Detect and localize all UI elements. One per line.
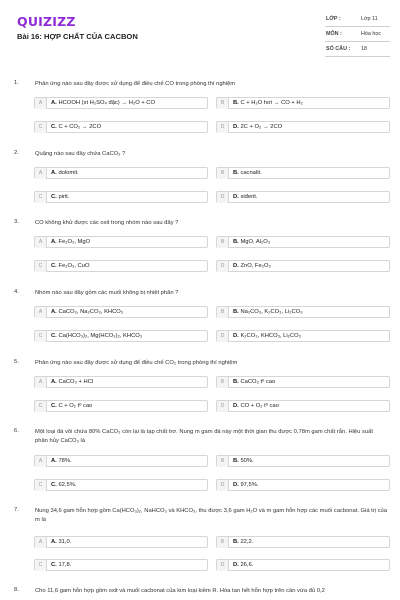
- option-b[interactable]: [216, 167, 390, 179]
- worksheet-title: Bài 16: HỢP CHẤT CỦA CACBON: [17, 32, 138, 41]
- option-letter: B: [217, 537, 229, 548]
- option-a[interactable]: [34, 376, 208, 388]
- option-letter: C: [35, 560, 47, 571]
- option-text: 26,6.: [240, 562, 254, 568]
- option-letter: D: [217, 560, 229, 571]
- option-text: cacnalit.: [240, 170, 262, 176]
- option-d[interactable]: [216, 121, 390, 133]
- option-letter: A: [35, 377, 47, 388]
- option-text: 50%.: [240, 458, 254, 464]
- option-a[interactable]: [34, 167, 208, 179]
- option-text: C + O₂ tº cao: [58, 403, 93, 409]
- option-c[interactable]: [34, 559, 208, 571]
- option-letter: B: [217, 307, 229, 318]
- option-label: D.: [233, 194, 239, 200]
- option-letter: A: [35, 98, 47, 109]
- quizizz-logo: QUIZIZZ: [17, 14, 76, 29]
- option-text: 17,8.: [58, 562, 72, 568]
- option-a[interactable]: [34, 306, 208, 318]
- question-number: 5.: [14, 359, 19, 365]
- meta-count-key: SỐ CÂU :: [326, 46, 351, 52]
- option-label: D.: [233, 333, 239, 339]
- option-c[interactable]: [34, 330, 208, 342]
- option-label: B.: [233, 309, 239, 315]
- option-text: pirit.: [58, 194, 70, 200]
- question-number: 4.: [14, 289, 19, 295]
- option-a[interactable]: [34, 97, 208, 109]
- option-label: A.: [51, 170, 57, 176]
- question-text: Nhóm nào sau đây gồm các muối không bị nhiệt phân ?: [35, 290, 179, 296]
- option-label: D.: [233, 482, 239, 488]
- question-text: Phản ứng nào sau đây được sử dụng để điều chế CO trong phòng thí nghiệm: [35, 81, 236, 87]
- option-label: D.: [233, 124, 239, 130]
- option-c[interactable]: [34, 400, 208, 412]
- option-letter: A: [35, 307, 47, 318]
- option-d[interactable]: [216, 400, 390, 412]
- worksheet-header: [0, 0, 400, 66]
- option-label: D.: [233, 403, 239, 409]
- option-b[interactable]: [216, 236, 390, 248]
- option-letter: C: [35, 331, 47, 342]
- option-text: 62,5%.: [58, 482, 77, 488]
- option-text: Na₂CO₃, K₂CO₃, Li₂CO₃: [240, 309, 303, 315]
- question-number: 7.: [14, 507, 19, 513]
- meta-divider: [325, 26, 390, 27]
- option-b[interactable]: [216, 306, 390, 318]
- option-text: K₂CO₃, KHCO₃, Li₂CO₃: [240, 333, 301, 339]
- option-text: dolomit.: [58, 170, 79, 176]
- option-text: 2C + O₂ → 2CO: [240, 124, 283, 130]
- option-letter: B: [217, 377, 229, 388]
- question-number: 1.: [14, 80, 19, 86]
- option-b[interactable]: [216, 455, 390, 467]
- option-letter: C: [35, 192, 47, 203]
- option-label: B.: [233, 539, 239, 545]
- option-letter: D: [217, 480, 229, 491]
- option-label: C.: [51, 124, 57, 130]
- option-b[interactable]: [216, 376, 390, 388]
- option-c[interactable]: [34, 479, 208, 491]
- option-label: B.: [233, 458, 239, 464]
- option-letter: A: [35, 456, 47, 467]
- option-letter: C: [35, 401, 47, 412]
- option-text: 22,2.: [240, 539, 254, 545]
- option-label: B.: [233, 170, 239, 176]
- option-b[interactable]: [216, 97, 390, 109]
- option-letter: B: [217, 98, 229, 109]
- option-letter: D: [217, 401, 229, 412]
- option-d[interactable]: [216, 191, 390, 203]
- option-a[interactable]: [34, 236, 208, 248]
- option-letter: A: [35, 237, 47, 248]
- option-text: C + H₂O hơi → CO + H₂: [240, 100, 303, 106]
- option-text: xiđerit.: [240, 194, 258, 200]
- option-a[interactable]: [34, 536, 208, 548]
- option-d[interactable]: [216, 330, 390, 342]
- question-text: Cho 11,6 gam hỗn hợp gồm oxit và muối cacbonat của kim loại kiềm R. Hòa tan hết hỗn hợp trên cần vừa đủ 0,2: [35, 588, 325, 594]
- question-text: Phản ứng nào sau đây được sử dụng để điều chế CO₂ trong phòng thí nghiệm: [35, 360, 238, 366]
- option-letter: D: [217, 192, 229, 203]
- option-c[interactable]: [34, 191, 208, 203]
- option-label: C.: [51, 562, 57, 568]
- meta-divider: [325, 56, 390, 57]
- option-text: MgO, Al₂O₃: [240, 239, 271, 245]
- question-text: CO không khử được các oxit trong nhóm nào sau đây ?: [35, 220, 179, 226]
- option-text: C + CO₂ → 2CO: [58, 124, 102, 130]
- meta-subject-value: Hóa học: [361, 31, 382, 37]
- meta-grade-value: Lớp 11: [361, 16, 378, 22]
- option-letter: B: [217, 456, 229, 467]
- question-number: 2.: [14, 150, 19, 156]
- option-text: CaCO₃ + HCl: [58, 379, 94, 385]
- option-letter: C: [35, 261, 47, 272]
- option-label: C.: [51, 263, 57, 269]
- option-label: A.: [51, 458, 57, 464]
- option-letter: B: [217, 168, 229, 179]
- option-label: C.: [51, 333, 57, 339]
- option-letter: D: [217, 331, 229, 342]
- option-text: CaCO₃ tº cao: [240, 379, 276, 385]
- option-label: A.: [51, 379, 57, 385]
- option-letter: A: [35, 168, 47, 179]
- option-label: B.: [233, 239, 239, 245]
- option-d[interactable]: [216, 479, 390, 491]
- option-label: A.: [51, 100, 57, 106]
- option-c[interactable]: [34, 121, 208, 133]
- meta-count-value: 18: [361, 46, 367, 52]
- option-text: 97,5%.: [240, 482, 259, 488]
- meta-grade-key: LỚP :: [326, 16, 341, 22]
- option-text: 78%.: [58, 458, 72, 464]
- question-text: Nung 34,6 gam hỗn hợp gồm Ca(HCO₃)₂, NaHCO₃ và KHCO₃, thu được 3,6 gam H₂O và m gam hỗn hợp các muối cacbonat. Giá trị của m là: [35, 508, 387, 523]
- question-number: 3.: [14, 219, 19, 225]
- option-label: D.: [233, 263, 239, 269]
- option-c[interactable]: [34, 260, 208, 272]
- option-text: 31,0.: [58, 539, 72, 545]
- option-a[interactable]: [34, 455, 208, 467]
- option-label: B.: [233, 379, 239, 385]
- option-letter: C: [35, 122, 47, 133]
- question-number: 6.: [14, 428, 19, 434]
- option-text: CO + O₂ tº cao: [240, 403, 279, 409]
- option-text: Fe₂O₃, MgO: [58, 239, 91, 245]
- meta-subject-key: MÔN :: [326, 31, 342, 37]
- option-text: Ca(HCO₃)₂, Mg(HCO₃)₂, KHCO₃: [58, 333, 143, 339]
- option-b[interactable]: [216, 536, 390, 548]
- option-letter: B: [217, 237, 229, 248]
- option-label: C.: [51, 482, 57, 488]
- question-text: Quặng nào sau đây chứa CaCO₃ ?: [35, 151, 126, 157]
- option-label: A.: [51, 539, 57, 545]
- option-label: D.: [233, 562, 239, 568]
- option-letter: A: [35, 537, 47, 548]
- question-number: 8.: [14, 587, 19, 593]
- option-label: B.: [233, 100, 239, 106]
- option-text: Fe₂O₃, CuO: [58, 263, 90, 269]
- option-letter: D: [217, 261, 229, 272]
- option-letter: C: [35, 480, 47, 491]
- meta-divider: [325, 41, 390, 42]
- option-label: A.: [51, 239, 57, 245]
- option-d[interactable]: [216, 260, 390, 272]
- option-text: CaCO₃, Na₂CO₃, KHCO₃: [58, 309, 124, 315]
- option-label: C.: [51, 403, 57, 409]
- question-text: Một loại đá vôi chứa 80% CaCO₃ còn lại là tạp chất trơ. Nung m gam đá này một thời gian thu được 0,78m gam chất rắn. Hiệu suất phân hủy CaCO₃ là: [35, 429, 373, 444]
- option-text: HCOOH (xt H₂SO₄ đặc) → H₂O + CO: [58, 100, 156, 106]
- option-d[interactable]: [216, 559, 390, 571]
- option-letter: D: [217, 122, 229, 133]
- option-label: C.: [51, 194, 57, 200]
- option-label: A.: [51, 309, 57, 315]
- option-text: ZnO, Fe₂O₃: [240, 263, 271, 269]
